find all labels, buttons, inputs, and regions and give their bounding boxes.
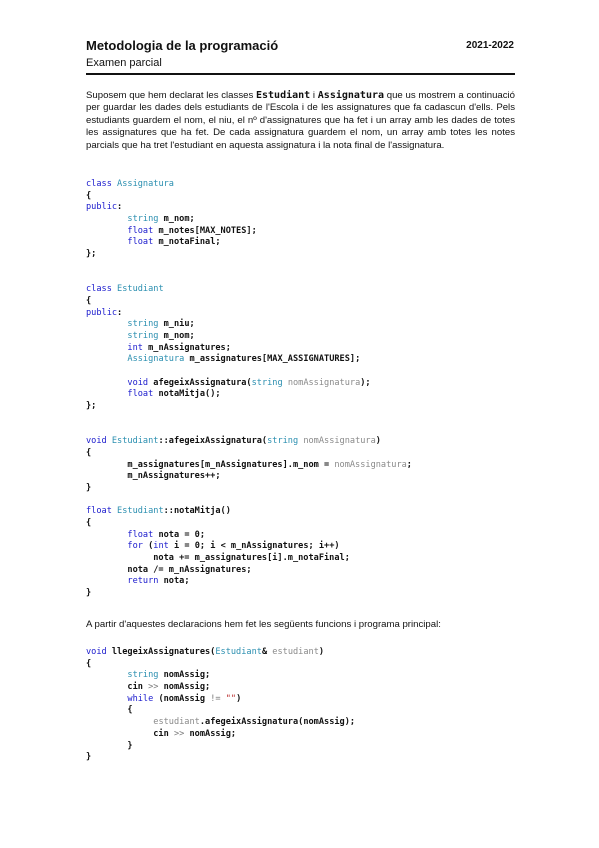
code-block-function: [86, 647, 516, 764]
code-token: void: [86, 647, 112, 657]
code-token: float: [127, 389, 159, 400]
code-token: public: [86, 202, 118, 213]
code-token: float: [127, 529, 159, 540]
code-token: [86, 354, 127, 364]
code-line: [86, 308, 516, 320]
code-token: (: [148, 541, 154, 552]
code-token: }: [86, 740, 133, 751]
code-token: Estudiant: [117, 506, 164, 517]
code-token: [86, 389, 127, 399]
intro-paragraph: [86, 90, 515, 152]
code-line: [86, 261, 516, 273]
code-line: [86, 237, 516, 249]
exam-type: Examen parcial: [86, 57, 162, 69]
code-token: string: [127, 330, 164, 341]
code-token: [86, 694, 127, 704]
code-token: m_assignatures[MAX_ASSIGNATURES];: [189, 354, 361, 365]
code-line: [86, 378, 516, 390]
class-name-estudiant: Estudiant: [255, 90, 311, 101]
code-token: [86, 541, 127, 551]
code-line: [86, 319, 516, 331]
code-token: };: [86, 249, 97, 260]
code-token: {: [86, 447, 92, 458]
code-line: [86, 448, 516, 460]
code-token: float: [86, 506, 118, 517]
code-line: [86, 249, 516, 261]
code-token: };: [86, 401, 97, 412]
code-line: [86, 530, 516, 542]
code-token: :: [117, 307, 123, 318]
code-line: [86, 202, 516, 214]
code-token: m_niu;: [163, 319, 195, 330]
code-token: [86, 319, 127, 329]
code-line: [86, 541, 516, 553]
code-line: [86, 460, 516, 472]
code-line: [86, 483, 516, 495]
code-line: [86, 273, 516, 285]
code-token: (nomAssig: [158, 693, 211, 704]
code-line: [86, 366, 516, 378]
intro-text-before: Suposem que hem declarat les classes: [86, 90, 256, 101]
code-token: ::afegeixAssignatura(: [158, 436, 268, 447]
code-token: );: [360, 377, 371, 388]
code-block-classes: [86, 179, 516, 600]
class-name-assignatura: Assignatura: [317, 90, 385, 101]
code-line: [86, 495, 516, 507]
code-token: >>: [148, 682, 164, 693]
code-token: nomAssig;: [163, 682, 211, 693]
code-line: [86, 717, 516, 729]
code-token: nota;: [163, 576, 190, 587]
code-token: :: [117, 202, 123, 213]
code-line: [86, 729, 516, 741]
code-token: estudiant: [153, 717, 200, 728]
code-line: [86, 354, 516, 366]
code-token: [86, 717, 153, 727]
code-token: ): [375, 436, 381, 447]
code-token: [86, 237, 127, 247]
code-token: nota += m_assignatures[i].m_notaFinal;: [86, 553, 350, 563]
code-line: [86, 576, 516, 588]
code-token: nomAssignatura: [303, 436, 376, 447]
academic-year: 2021-2022: [466, 40, 514, 51]
code-token: string: [127, 319, 164, 330]
code-token: llegeixAssignatures(: [111, 647, 216, 657]
code-token: Assignatura: [117, 179, 174, 189]
code-line: [86, 659, 516, 671]
code-token: void: [127, 377, 154, 388]
code-token: Estudiant: [215, 647, 262, 657]
code-token: while: [127, 693, 159, 704]
intro-text-mid: i: [310, 90, 318, 101]
code-line: [86, 752, 516, 764]
code-line: [86, 553, 516, 565]
code-token: [86, 378, 127, 388]
code-token: nomAssig;: [163, 670, 211, 681]
code-token: }: [86, 752, 92, 763]
code-token: void: [86, 436, 112, 447]
code-token: >>: [173, 728, 190, 739]
code-token: !=: [210, 693, 226, 704]
code-token: Estudiant: [117, 284, 164, 295]
code-line: [86, 565, 516, 577]
code-token: {: [86, 658, 92, 669]
code-line: [86, 670, 516, 682]
code-line: [86, 191, 516, 203]
code-token: float: [127, 225, 159, 236]
code-line: [86, 436, 516, 448]
code-token: estudiant: [272, 647, 319, 657]
code-token: public: [86, 307, 118, 318]
code-line: [86, 214, 516, 226]
code-token: afegeixAssignatura(: [153, 377, 252, 388]
code-line: [86, 518, 516, 530]
code-token: string: [127, 214, 164, 225]
code-token: Assignatura: [127, 354, 190, 365]
code-line: [86, 506, 516, 518]
code-token: Estudiant: [111, 436, 159, 447]
code-line: [86, 179, 516, 191]
code-token: ): [318, 647, 325, 657]
code-token: m_nAssignatures++;: [86, 471, 221, 482]
code-line: [86, 413, 516, 425]
code-token: int: [127, 342, 149, 353]
code-token: m_assignatures[m_nAssignatures].m_nom =: [86, 459, 335, 470]
code-token: float: [127, 237, 159, 248]
code-token: {: [86, 295, 92, 306]
code-token: [86, 331, 127, 341]
code-token: return: [127, 576, 164, 587]
code-token: [86, 670, 127, 680]
code-token: [86, 343, 127, 353]
code-token: {: [86, 190, 92, 201]
code-token: nota /= m_nAssignatures;: [86, 564, 252, 575]
code-token: nota = 0;: [158, 529, 206, 540]
code-line: [86, 694, 516, 706]
code-token: ;: [406, 459, 412, 470]
code-line: [86, 424, 516, 436]
code-token: }: [86, 588, 92, 599]
code-line: [86, 401, 516, 413]
code-token: m_notaFinal;: [158, 237, 221, 248]
intro-text-after: que us mostrem a continuació per guardar les dades dels estudiants de l'Escola i de les assignatures que fa cadascun d'ells. Pels estudiants guardem el nom, el niu, el nº d'assignatures que ha fet i un array amb les dades de totes les assignatures que ha fet. De cada assignatura guardem el nom, un array amb totes les notes parcials que ha tret l'estudiant en aquesta assignatura i la nota final de l'assignatura.: [86, 90, 516, 151]
code-token: m_nom;: [163, 214, 195, 225]
code-token: class: [86, 284, 118, 295]
code-line: [86, 389, 516, 401]
code-token: "": [225, 693, 237, 704]
code-token: string: [251, 377, 288, 388]
code-line: [86, 471, 516, 483]
code-token: nomAssignatura: [334, 459, 407, 470]
code-line: [86, 682, 516, 694]
code-token: string: [127, 670, 164, 681]
code-token: [86, 576, 127, 586]
code-token: m_nom;: [163, 330, 195, 341]
section-paragraph: A partir d'aquestes declaracions hem fet les següents funcions i programa principal:: [86, 619, 441, 630]
code-token: int: [153, 541, 174, 552]
code-token: notaMitja();: [158, 389, 221, 400]
code-line: [86, 284, 516, 296]
code-token: {: [86, 705, 133, 716]
code-token: {: [86, 517, 92, 528]
code-line: [86, 296, 516, 308]
code-line: [86, 647, 516, 659]
code-line: [86, 741, 516, 753]
code-line: [86, 343, 516, 355]
header-divider: [86, 73, 515, 75]
code-token: i = 0; i < m_nAssignatures; i++): [174, 541, 340, 552]
code-token: nomAssignatura: [287, 377, 361, 388]
code-line: [86, 588, 516, 600]
code-token: cin: [86, 728, 174, 739]
code-line: [86, 226, 516, 238]
code-token: [86, 530, 127, 540]
code-token: class: [86, 179, 118, 189]
code-token: &: [261, 647, 273, 657]
code-token: [86, 226, 127, 236]
code-token: nomAssig;: [189, 728, 237, 739]
code-line: [86, 705, 516, 717]
code-token: cin: [86, 682, 149, 693]
course-title: Metodologia de la programació: [86, 38, 279, 53]
code-token: string: [267, 436, 304, 447]
code-line: [86, 331, 516, 343]
code-token: ): [236, 693, 242, 704]
code-token: .afegeixAssignatura(nomAssig);: [199, 717, 356, 728]
code-token: m_notes[MAX_NOTES];: [158, 225, 257, 236]
code-token: m_nAssignatures;: [148, 342, 231, 353]
code-token: [86, 214, 127, 224]
code-token: for: [127, 541, 149, 552]
code-token: }: [86, 482, 92, 493]
code-token: ::notaMitja(): [163, 506, 231, 517]
